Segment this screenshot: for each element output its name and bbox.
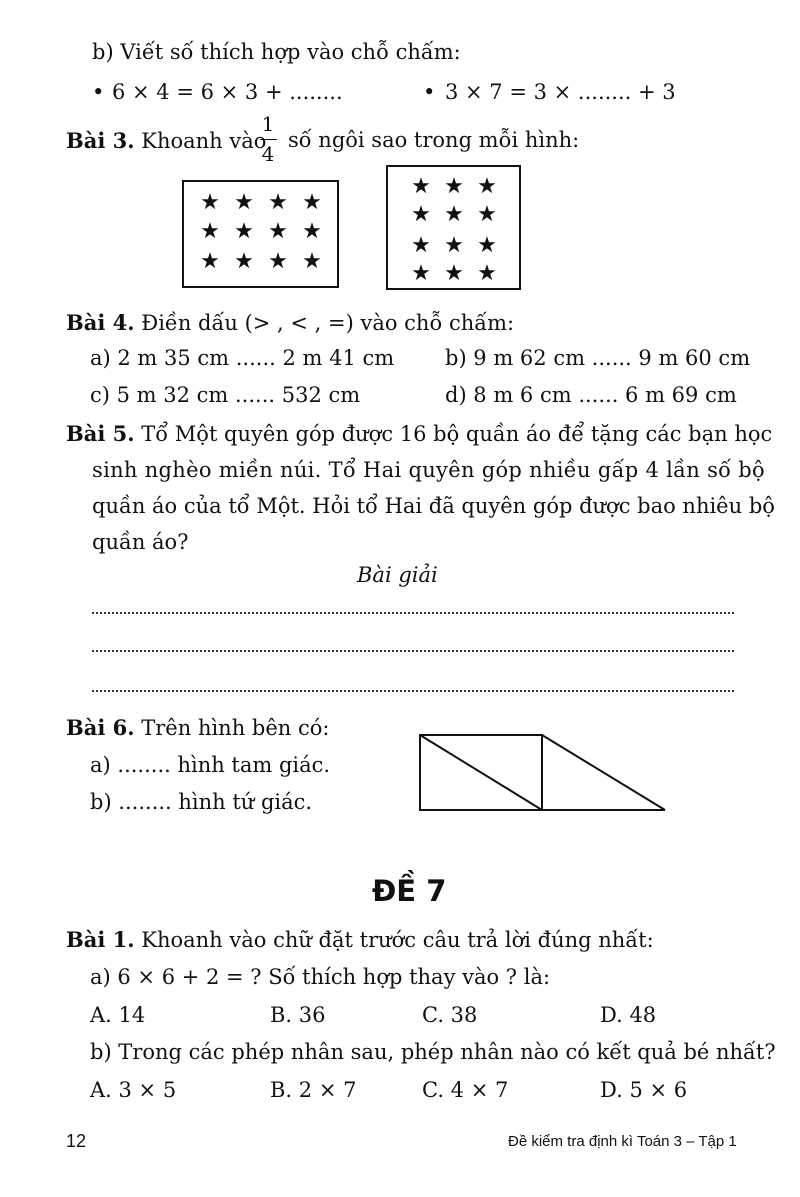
de7-question-a: a) 6 × 6 + 2 = ? Số thích hợp thay vào ? là: (90, 965, 551, 989)
bai4-item-a: a) 2 m 35 cm ...... 2 m 41 cm (90, 346, 395, 370)
box2-star-icon[interactable]: ★ (411, 174, 431, 199)
page-number: 12 (66, 1131, 87, 1151)
bai5-line-3: quần áo của tổ Một. Hỏi tổ Hai đã quyên góp được bao nhiêu bộ (92, 494, 775, 518)
bai6-text: Trên hình bên có: (141, 716, 330, 740)
bai3-text-after: số ngôi sao trong mỗi hình: (288, 128, 580, 152)
bai5-label: Bài 5. (66, 421, 135, 446)
box2-star-icon[interactable]: ★ (411, 202, 431, 227)
geometry-figure (410, 728, 680, 818)
box1-star-icon[interactable]: ★ (268, 219, 288, 244)
bai4-item-c: c) 5 m 32 cm ...... 532 cm (90, 383, 361, 407)
bai5-line-4: quần áo? (92, 530, 189, 554)
box1-star-icon[interactable]: ★ (200, 190, 220, 215)
box1-star-icon[interactable]: ★ (200, 249, 220, 274)
figure-rectangle-diagonal (420, 735, 542, 810)
de7-title: ĐỀ 7 (372, 874, 447, 908)
bai3-label: Bài 3. (66, 128, 135, 153)
bai2b-left-bullet: • (92, 80, 105, 104)
de7-bai1-heading (66, 927, 654, 952)
bai3-fraction-numerator: 1 (261, 112, 275, 136)
qb-option-c[interactable]: C. 4 × 7 (422, 1078, 509, 1102)
box1-star-icon[interactable]: ★ (302, 219, 322, 244)
qb-option-b[interactable]: B. 2 × 7 (270, 1078, 357, 1102)
qb-option-d[interactable]: D. 5 × 6 (600, 1078, 688, 1102)
answer-line-1[interactable] (92, 612, 734, 614)
qb-option-a[interactable]: A. 3 × 5 (90, 1078, 177, 1102)
box1-star-icon[interactable]: ★ (234, 219, 254, 244)
box1-star-icon[interactable]: ★ (302, 249, 322, 274)
bai5-line-1 (66, 421, 772, 446)
bai2b-title: b) Viết số thích hợp vào chỗ chấm: (92, 40, 461, 64)
qa-option-a[interactable]: A. 14 (90, 1003, 146, 1027)
box2-star-icon[interactable]: ★ (477, 261, 497, 286)
bai4-item-b: b) 9 m 62 cm ...... 9 m 60 cm (445, 346, 751, 370)
bai5-solution-heading: Bài giải (357, 563, 438, 587)
box1-star-icon[interactable]: ★ (200, 219, 220, 244)
box1-star-icon[interactable]: ★ (234, 249, 254, 274)
bai4-text: Điền dấu (> , < , =) vào chỗ chấm: (141, 311, 515, 335)
box1-star-icon[interactable]: ★ (268, 249, 288, 274)
bai3-heading (66, 128, 266, 153)
book-title: Đề kiểm tra định kì Toán 3 – Tập 1 (508, 1133, 737, 1150)
bai6-item-a: a) ........ hình tam giác. (90, 753, 331, 777)
bai6-heading (66, 715, 329, 740)
box2-star-icon[interactable]: ★ (477, 233, 497, 258)
box2-star-icon[interactable]: ★ (444, 233, 464, 258)
de7-question-b: b) Trong các phép nhân sau, phép nhân nào có kết quả bé nhất? (90, 1040, 776, 1064)
box2-star-icon[interactable]: ★ (477, 174, 497, 199)
bai2b-right-bullet: • (423, 80, 436, 104)
de7-bai1-text: Khoanh vào chữ đặt trước câu trả lời đúng nhất: (141, 928, 654, 952)
box2-star-icon[interactable]: ★ (411, 233, 431, 258)
qa-option-c[interactable]: C. 38 (422, 1003, 478, 1027)
box1-star-icon[interactable]: ★ (268, 190, 288, 215)
bai6-label: Bài 6. (66, 715, 135, 740)
answer-line-3[interactable] (92, 690, 734, 692)
bai2b-right-expression: 3 × 7 = 3 × ........ + 3 (445, 80, 676, 104)
box1-star-icon[interactable]: ★ (234, 190, 254, 215)
de7-bai1-label: Bài 1. (66, 927, 135, 952)
figure-slanted-edge (542, 735, 665, 810)
bai3-fraction-bar (260, 139, 277, 140)
bai3-fraction-denominator: 4 (261, 142, 275, 166)
bai5-text-1: Tổ Một quyên góp được 16 bộ quần áo để tặng các bạn học (141, 422, 773, 446)
box2-star-icon[interactable]: ★ (444, 261, 464, 286)
bai6-item-b: b) ........ hình tứ giác. (90, 790, 313, 814)
bai5-line-2: sinh nghèo miền núi. Tổ Hai quyên góp nhiều gấp 4 lần số bộ (92, 458, 765, 482)
bai3-text-before: Khoanh vào (141, 129, 267, 153)
box2-star-icon[interactable]: ★ (444, 174, 464, 199)
box2-star-icon[interactable]: ★ (477, 202, 497, 227)
bai4-heading (66, 310, 514, 335)
bai2b-left-expression: 6 × 4 = 6 × 3 + ........ (112, 80, 343, 104)
bai4-label: Bài 4. (66, 310, 135, 335)
answer-line-2[interactable] (92, 650, 734, 652)
qa-option-b[interactable]: B. 36 (270, 1003, 326, 1027)
box1-star-icon[interactable]: ★ (302, 190, 322, 215)
box2-star-icon[interactable]: ★ (444, 202, 464, 227)
box2-star-icon[interactable]: ★ (411, 261, 431, 286)
bai4-item-d: d) 8 m 6 cm ...... 6 m 69 cm (445, 383, 737, 407)
qa-option-d[interactable]: D. 48 (600, 1003, 657, 1027)
